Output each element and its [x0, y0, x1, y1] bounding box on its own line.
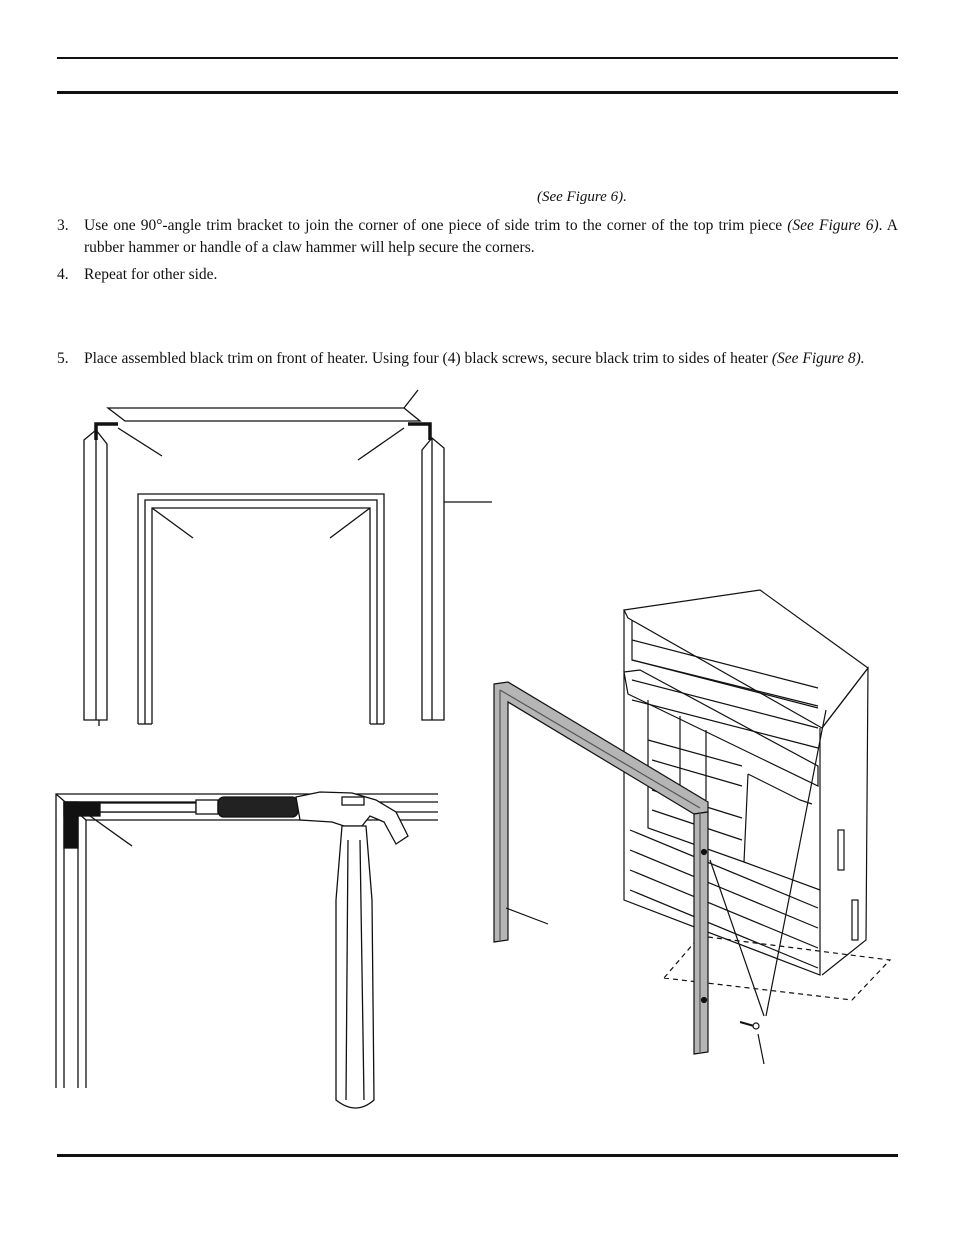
figure-reference: (See Figure 6).: [537, 189, 627, 205]
footer-rule: [57, 1154, 898, 1157]
step-text: Place assembled black trim on front of heater. Using four (4) black screws, secure black trim to sides of heater (See Figure 8).: [84, 350, 865, 367]
corner-bracket-right: [408, 424, 430, 440]
assembled-frame-outer: [138, 494, 384, 724]
leader-line: [330, 508, 370, 538]
leader-line: [152, 508, 193, 538]
step-text: Use one 90°-angle trim bracket to join the corner of one piece of side trim to the corner of the top trim piece (See Figure 6). A rubber hammer or handle of a claw hammer will help secure the corners.: [84, 217, 898, 256]
trim-frame: [56, 794, 438, 1088]
leader-line: [758, 1034, 764, 1064]
tool-shaft: [100, 803, 196, 812]
leader-line: [506, 908, 548, 924]
side-trim-right: [422, 438, 444, 720]
trim-exploded-figure: [84, 390, 492, 726]
step-text: Repeat for other side.: [84, 266, 218, 283]
tool-handle: [218, 797, 298, 817]
heater-installation-figure: [494, 590, 890, 1064]
leader-line: [358, 428, 404, 460]
step-figure-ref: (See Figure 8).: [771, 350, 865, 367]
step-figure-ref: (See Figure 6): [787, 217, 879, 234]
step-number: 5.: [57, 350, 69, 367]
leader-line: [118, 428, 162, 456]
leader-line: [404, 390, 418, 408]
hammer-corner-figure: [56, 792, 438, 1108]
hammer-handle: [336, 826, 374, 1108]
louvers-top: [624, 620, 818, 786]
assembled-trim: [494, 682, 708, 1054]
top-trim-piece: [108, 408, 420, 421]
step-number: 4.: [57, 266, 69, 283]
step-number: 3.: [57, 217, 69, 234]
side-vent: [838, 830, 844, 870]
leader-line: [766, 710, 826, 1016]
corner-bracket-left: [96, 424, 118, 440]
screw: [740, 1022, 759, 1029]
screw-hole: [702, 850, 707, 855]
screw-hole: [702, 998, 707, 1003]
